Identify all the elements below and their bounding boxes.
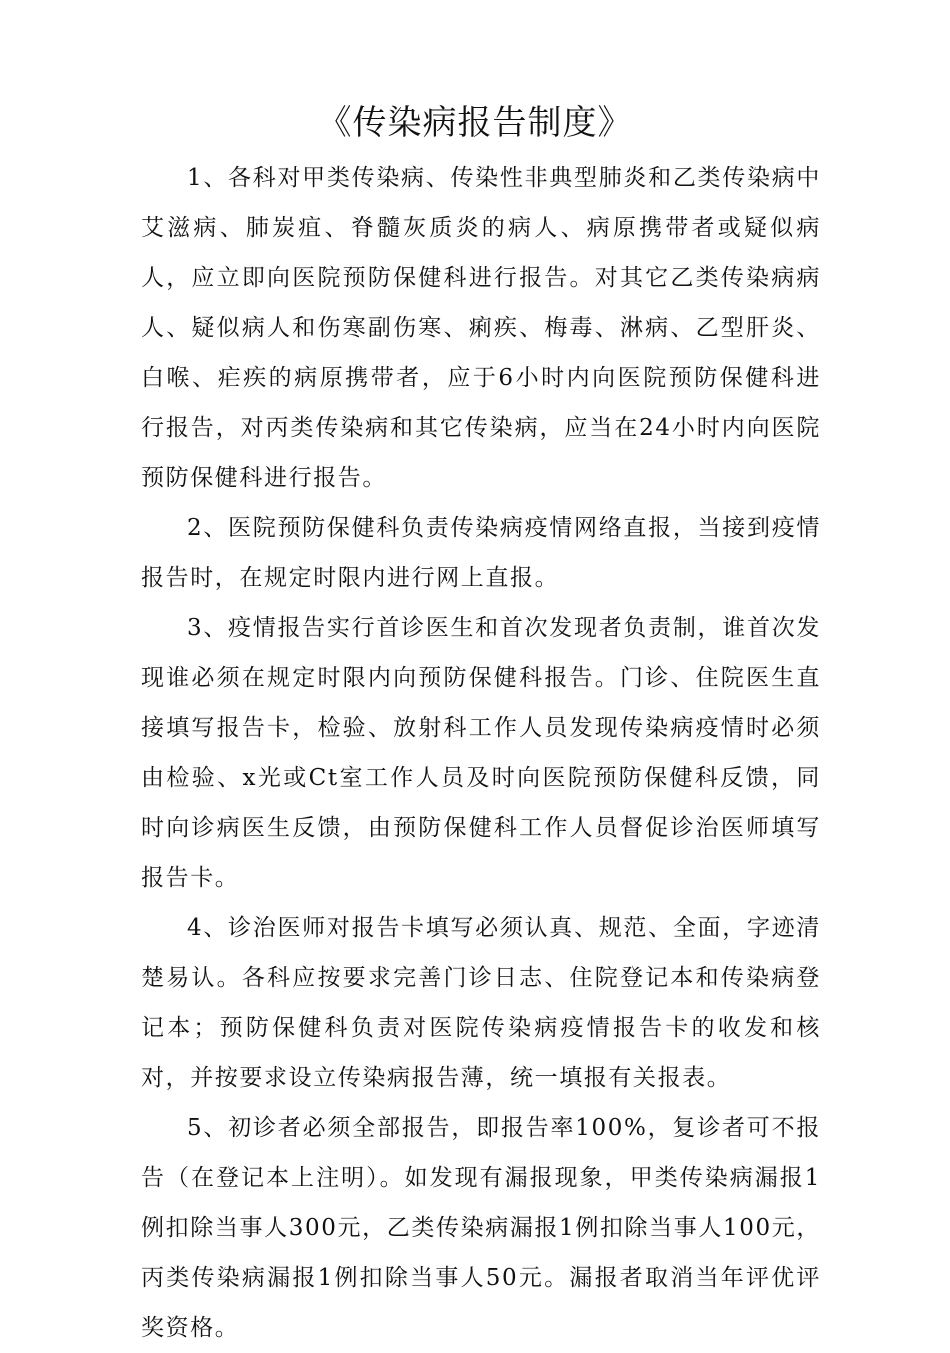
paragraph-5: 5、初诊者必须全部报告，即报告率100%，复诊者可不报告（在登记本上注明）。如发现有漏报现象，甲类传染病漏报1例扣除当事人300元，乙类传染病漏报1例扣除当事人100元，丙类传染病漏报1例扣除当事人50元。漏报者取消当年评优评奖资格。	[141, 1115, 821, 1341]
paragraph-1: 1、各科对甲类传染病、传染性非典型肺炎和乙类传染病中艾滋病、肺炭疽、脊髓灰质炎的病人、病原携带者或疑似病人，应立即向医院预防保健科进行报告。对其它乙类传染病病人、疑似病人和伤寒副伤寒、痢疾、梅毒、淋病、乙型肝炎、白喉、疟疾的病原携带者，应于6小时内向医院预防保健科进行报告，对丙类传染病和其它传染病，应当在24小时内向医院预防保健科进行报告。	[141, 165, 821, 491]
document-body	[141, 153, 821, 1353]
paragraph-4: 4、诊治医师对报告卡填写必须认真、规范、全面，字迹清楚易认。各科应按要求完善门诊日志、住院登记本和传染病登记本；预防保健科负责对医院传染病疫情报告卡的收发和核对，并按要求设立传染病报告薄，统一填报有关报表。	[141, 915, 821, 1091]
paragraph-2: 2、医院预防保健科负责传染病疫情网络直报，当接到疫情报告时，在规定时限内进行网上直报。	[141, 515, 821, 591]
paragraph-3: 3、疫情报告实行首诊医生和首次发现者负责制，谁首次发现谁必须在规定时限内向预防保健科报告。门诊、住院医生直接填写报告卡，检验、放射科工作人员发现传染病疫情时必须由检验、x光或Ct室工作人员及时向医院预防保健科反馈，同时向诊病医生反馈，由预防保健科工作人员督促诊治医师填写报告卡。	[141, 615, 821, 891]
document-title: 《传染病报告制度》	[317, 103, 633, 143]
